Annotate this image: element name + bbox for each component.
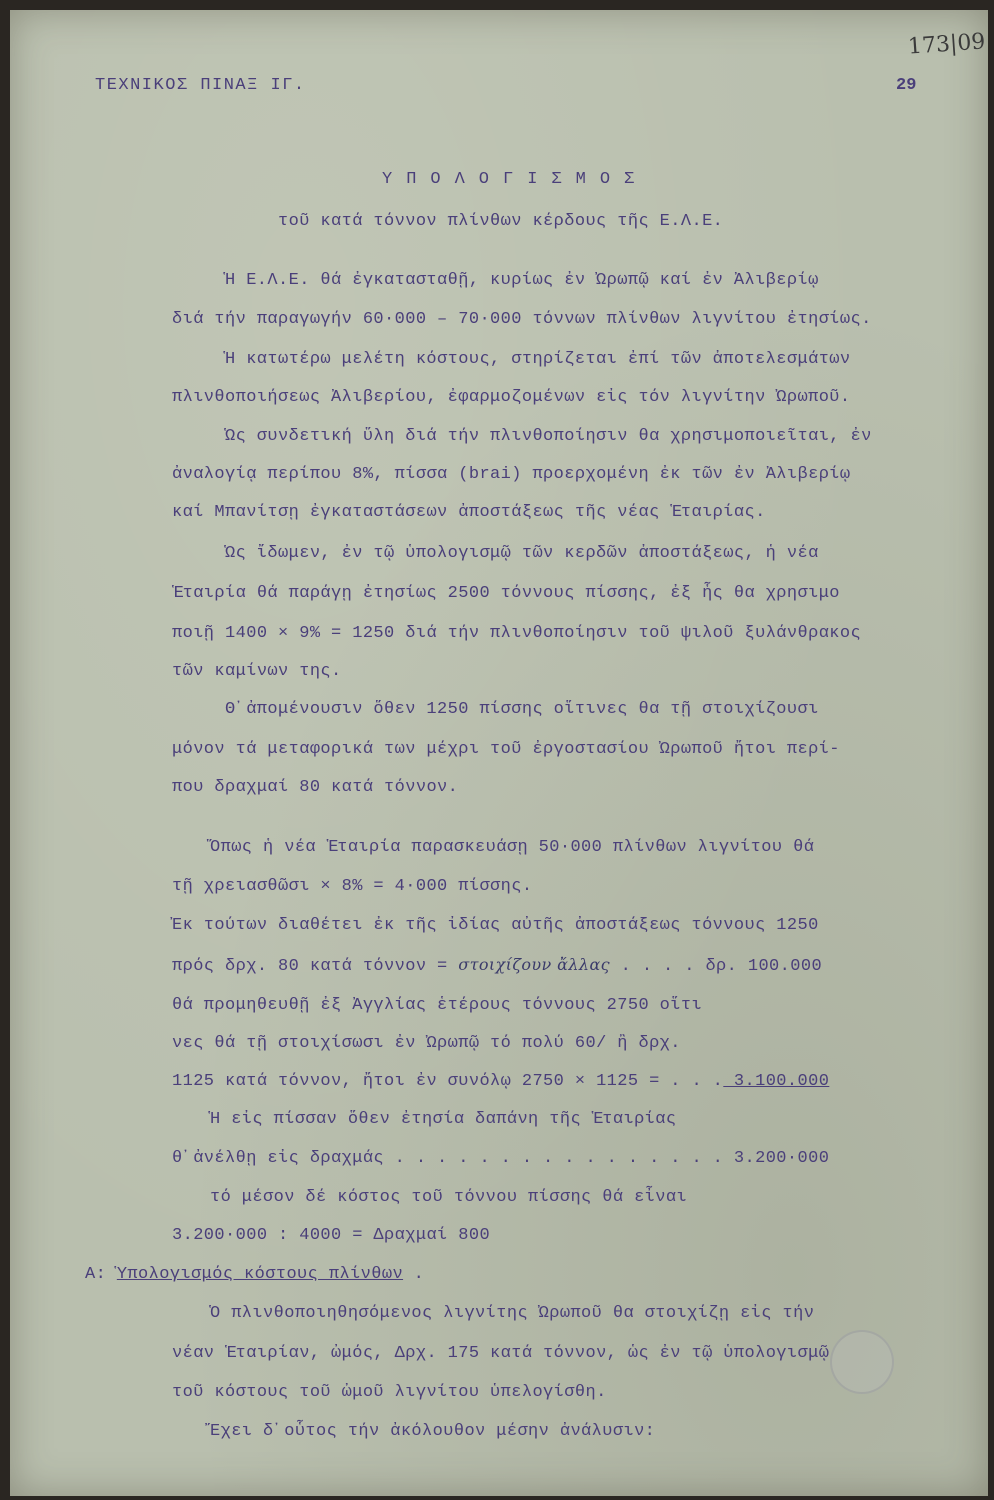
- paragraph-line: διά τήν παραγωγήν 60·000 – 70·000 τόννων πλίνθων λιγνίτου ἐτησίως.: [172, 310, 872, 329]
- paragraph-line: ποιῇ 1400 × 9% = 1250 διά τήν πλινθοποίησιν τοῦ ψιλοῦ ξυλάνθρακος: [172, 624, 862, 643]
- document-title: ΥΠΟΛΟΓΙΣΜΟΣ: [382, 170, 649, 189]
- paragraph-line: Θ᾽ἀπομένουσιν ὅθεν 1250 πίσσης οἵτινες θα τῇ στοιχίζουσι: [225, 700, 819, 719]
- paragraph-line: Ἡ κατωτέρω μελέτη κόστους, στηρίζεται ἐπί τῶν ἀποτελεσμάτων: [225, 350, 851, 369]
- section-title: Ὑπολογισμός κόστους πλίνθων: [116, 1265, 404, 1284]
- calc-line: τῇ χρειασθῶσι × 8% = 4·000 πίσσης.: [172, 877, 533, 896]
- calc-text: πρός δρχ. 80 κατά τόννον =: [172, 957, 448, 976]
- calc-line: Ἡ εἰς πίσσαν ὅθεν ἐτησία δαπάνη τῆς Ἑταιρίας: [210, 1110, 677, 1129]
- page-number: 29: [896, 76, 917, 95]
- calc-line: [172, 955, 822, 976]
- calc-line: Ἐκ τούτων διαθέτει ἐκ τῆς ἰδίας αὐτῆς ἀποστάξεως τόννους 1250: [172, 916, 819, 935]
- paragraph-line: τῶν καμίνων της.: [172, 662, 342, 681]
- paragraph-line: Ὡς συνδετική ὕλη διά τήν πλινθοποίησιν θα χρησιμοποιεῖται, ἐν: [225, 427, 872, 446]
- section-heading: [85, 1265, 424, 1284]
- calc-text: . . . . δρ. 100.000: [620, 957, 823, 976]
- document-page: [10, 10, 988, 1496]
- calc-line: Ὅπως ἡ νέα Ἑταιρία παρασκευάσῃ 50·000 πλίνθων λιγνίτου θά: [210, 838, 815, 857]
- calc-text: 1125 κατά τόννον, ἤτοι ἐν συνόλῳ 2750 × 1125 = . . .: [172, 1072, 724, 1091]
- archive-number: 173|09: [907, 29, 987, 60]
- calc-total: 3.100.000: [723, 1072, 830, 1091]
- calc-line: νες θά τῇ στοιχίσωσι ἐν Ὠρωπῷ τό πολύ 60/ ἢ δρχ.: [172, 1034, 681, 1053]
- archive-stamp: [830, 1330, 894, 1394]
- paragraph-line: μόνον τά μεταφορικά των μέχρι τοῦ ἐργοστασίου Ὠρωποῦ ἤτοι περί-: [172, 740, 840, 759]
- section-title-tail: .: [403, 1265, 425, 1284]
- handwritten-note: στοιχίζουν ἄλλας: [458, 955, 611, 974]
- paragraph-line: νέαν Ἑταιρίαν, ὠμός, Δρχ. 175 κατά τόννον, ὡς ἐν τῷ ὑπολογισμῷ: [172, 1344, 830, 1363]
- paragraph-line: Ἡ Ε.Λ.Ε. θά ἐγκατασταθῇ, κυρίως ἐν Ὠρωπῷ καί ἐν Ἀλιβερίῳ: [225, 271, 819, 290]
- paragraph-line: Ὁ πλινθοποιηθησόμενος λιγνίτης Ὠρωποῦ θα στοιχίζῃ εἰς τήν: [210, 1304, 815, 1323]
- section-marker: A:: [85, 1265, 107, 1284]
- paragraph-line: Ὡς ἴδωμεν, ἐν τῷ ὑπολογισμῷ τῶν κερδῶν ἀποστάξεως, ἡ νέα: [225, 544, 819, 563]
- document-header: ΤΕΧΝΙΚΟΣ ΠΙΝΑΞ IΓ.: [95, 76, 306, 95]
- calc-line: θ᾽ἀνέλθῃ εἰς δραχμάς . . . . . . . . . . . . . . . . 3.200·000: [172, 1149, 830, 1168]
- calc-line: 3.200·000 : 4000 = Δραχμαί 800: [172, 1226, 491, 1245]
- calc-line: θά προμηθευθῇ ἐξ Ἀγγλίας ἑτέρους τόννους 2750 οἵτι: [172, 996, 703, 1015]
- paragraph-line: τοῦ κόστους τοῦ ὠμοῦ λιγνίτου ὑπελογίσθη.: [172, 1383, 607, 1402]
- calc-line: [172, 1072, 829, 1091]
- calc-line: τό μέσον δέ κόστος τοῦ τόννου πίσσης θά εἶναι: [210, 1188, 688, 1207]
- document-subtitle: τοῦ κατά τόννον πλίνθων κέρδους τῆς Ε.Λ.Ε.: [278, 212, 724, 231]
- paragraph-line: που δραχμαί 80 κατά τόννον.: [172, 778, 459, 797]
- paragraph-line: Ἑταιρία θά παράγῃ ἐτησίως 2500 τόννους πίσσης, ἐξ ἧς θα χρησιμο: [172, 584, 840, 603]
- paragraph-line: Ἔχει δ᾽οὗτος τήν ἀκόλουθον μέσην ἀνάλυσιν:: [210, 1422, 656, 1441]
- paragraph-line: ἀναλογίᾳ περίπου 8%, πίσσα (brai) προερχομένη ἐκ τῶν ἐν Ἀλιβερίῳ: [172, 465, 851, 484]
- paragraph-line: καί Μπανίτσῃ ἐγκαταστάσεων ἀποστάξεως τῆς νέας Ἑταιρίας.: [172, 503, 766, 522]
- paragraph-line: πλινθοποιήσεως Ἀλιβερίου, ἐφαρμοζομένων εἰς τόν λιγνίτην Ὠρωποῦ.: [172, 388, 851, 407]
